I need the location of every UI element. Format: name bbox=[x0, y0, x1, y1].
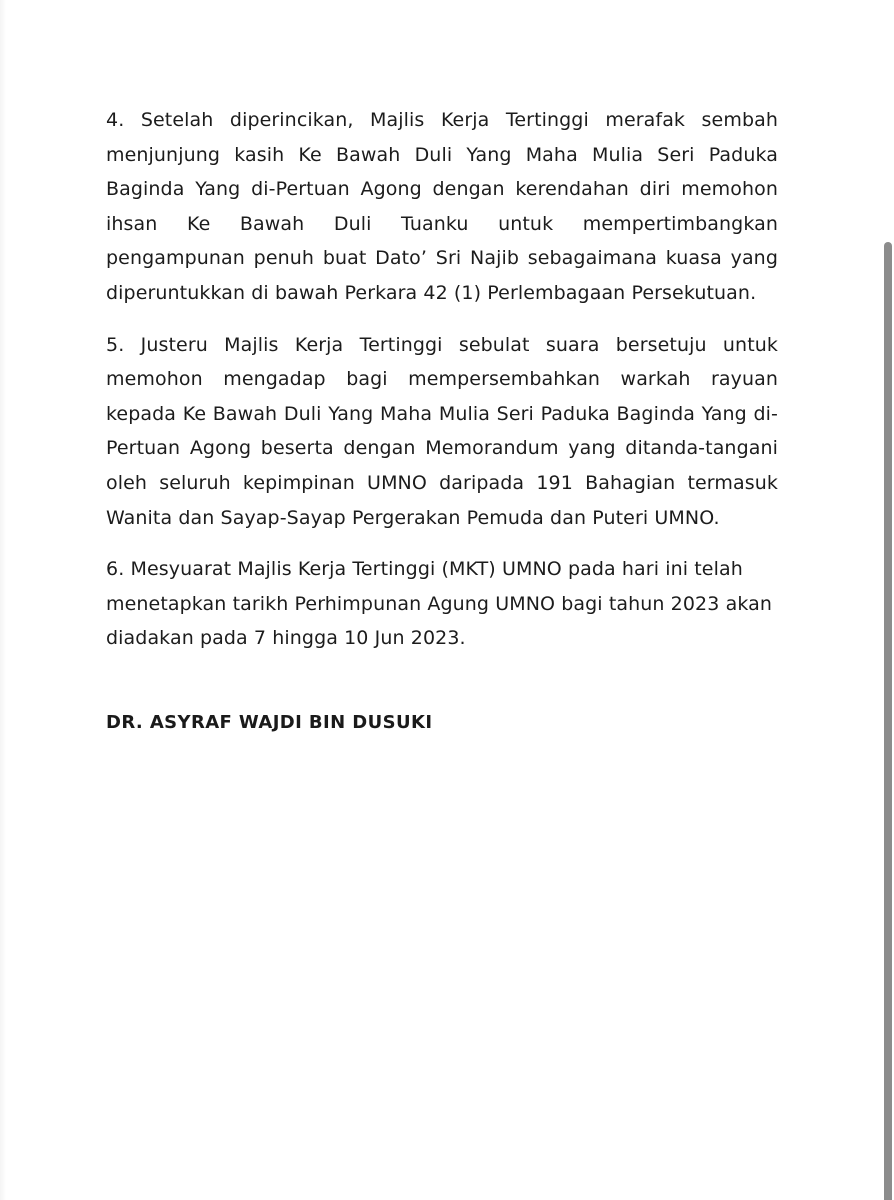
page-left-edge bbox=[0, 0, 6, 1200]
document-body bbox=[106, 103, 778, 673]
paragraph-6: 6. Mesyuarat Majlis Kerja Tertinggi (MKT) UMNO pada hari ini telah menetapkan tarikh Perhimpunan Agung UMNO bagi tahun 2023 akan diadakan pada 7 hingga 10 Jun 2023. bbox=[106, 558, 772, 650]
scrollbar[interactable] bbox=[882, 0, 894, 1200]
signatory-name: DR. ASYRAF WAJDI BIN DUSUKI bbox=[106, 712, 433, 733]
paragraph-4: 4. Setelah diperincikan, Majlis Kerja Tertinggi merafak sembah menjunjung kasih Ke Bawah Duli Yang Maha Mulia Seri Paduka Baginda Yang di-Pertuan Agong dengan kerendahan diri memohon ihsan Ke Bawah Duli Tuanku untuk mempertimbangkan pengampunan penuh buat Dato’ Sri Najib sebagaimana kuasa yang diperuntukkan di bawah Perkara 42 (1) Perlembagaan Persekutuan. bbox=[106, 109, 778, 304]
scrollbar-thumb[interactable] bbox=[884, 242, 892, 1200]
paragraph-5: 5. Justeru Majlis Kerja Tertinggi sebulat suara bersetuju untuk memohon mengadap bagi mempersembahkan warkah rayuan kepada Ke Bawah Duli Yang Maha Mulia Seri Paduka Baginda Yang di-Pertuan Agong beserta dengan Memorandum yang ditanda-tangani oleh seluruh kepimpinan UMNO daripada 191 Bahagian termasuk Wanita dan Sayap-Sayap Pergerakan Pemuda dan Puteri UMNO. bbox=[106, 333, 778, 529]
